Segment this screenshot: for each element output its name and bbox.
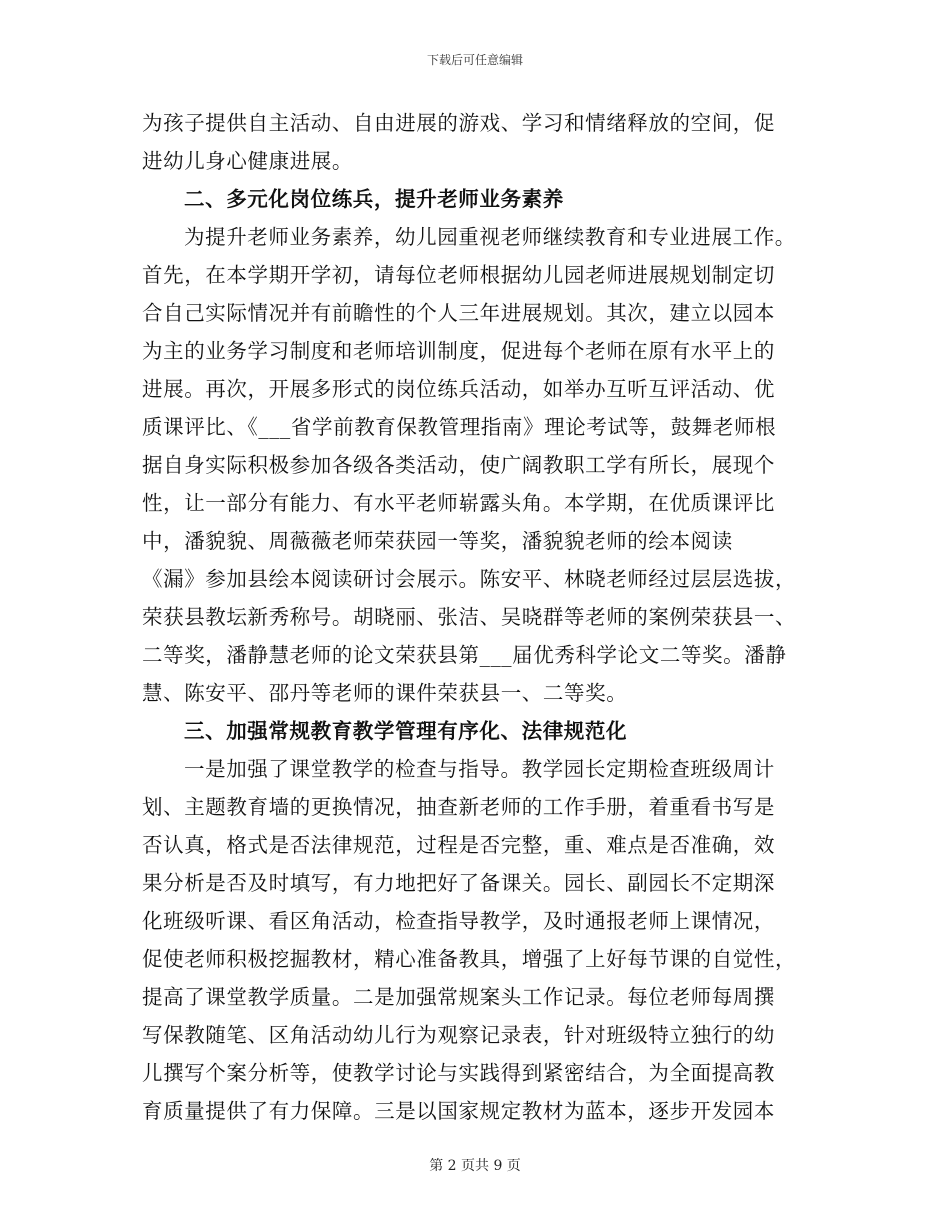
paragraph-line: 荣获县教坛新秀称号。胡晓丽、张洁、吴晓群等老师的案例荣获县一、	[142, 605, 797, 629]
section-heading-2: 二、多元化岗位练兵，提升老师业务素养	[184, 187, 564, 211]
paragraph-line: 促使老师积极挖掘教材，精心准备教具，增强了上好每节课的自觉性，	[142, 947, 797, 971]
section-heading-3: 三、加强常规教育教学管理有序化、法律规范化	[184, 719, 628, 743]
paragraph-line: 一是加强了课堂教学的检查与指导。教学园长定期检查班级周计	[184, 757, 775, 781]
paragraph-line: 果分析是否及时填写，有力地把好了备课关。园长、副园长不定期深	[142, 871, 775, 895]
paragraph-line: 否认真，格式是否法律规范，过程是否完整，重、难点是否准确，效	[142, 833, 775, 857]
paragraph-line: 性，让一部分有能力、有水平老师崭露头角。本学期，在优质课评比	[142, 491, 775, 515]
paragraph-line: 合自己实际情况并有前瞻性的个人三年进展规划。其次，建立以园本	[142, 301, 775, 325]
paragraph-line: 儿撰写个案分析等，使教学讨论与实践得到紧密结合，为全面提高教	[142, 1061, 775, 1085]
paragraph-line: 提高了课堂教学质量。二是加强常规案头工作记录。每位老师每周撰	[142, 985, 775, 1009]
paragraph-line: 慧、陈安平、邵丹等老师的课件荣获县一、二等奖。	[142, 681, 628, 705]
paragraph-line: 化班级听课、看区角活动，检查指导教学，及时通报老师上课情况，	[142, 909, 775, 933]
paragraph-line: 为主的业务学习制度和老师培训制度，促进每个老师在原有水平上的	[142, 339, 775, 363]
paragraph-line: 为孩子提供自主活动、自由进展的游戏、学习和情绪释放的空间，促	[142, 111, 775, 135]
page-header: 下载后可任意编辑	[426, 53, 523, 67]
paragraph-line: 质课评比、《___省学前教育保教管理指南》理论考试等，鼓舞老师根	[142, 415, 777, 439]
paragraph-line: 进幼儿身心健康进展。	[142, 149, 353, 173]
paragraph-line: 进展。再次，开展多形式的岗位练兵活动，如举办互听互评活动、优	[142, 377, 775, 401]
paragraph-line: 写保教随笔、区角活动幼儿行为观察记录表，针对班级特立独行的幼	[142, 1023, 775, 1047]
document-body	[142, 104, 802, 1130]
paragraph-line: 为提升老师业务素养，幼儿园重视老师继续教育和专业进展工作。	[184, 225, 796, 249]
paragraph-line: 育质量提供了有力保障。三是以国家规定教材为蓝本，逐步开发园本	[142, 1099, 775, 1123]
paragraph-line: 二等奖，潘静慧老师的论文荣获县第___届优秀科学论文二等奖。潘静	[142, 643, 787, 667]
paragraph-line: 中，潘貌貌、周薇薇老师荣获园一等奖，潘貌貌老师的绘本阅读	[142, 529, 733, 553]
page-footer: 第 2 页共 9 页	[429, 1158, 521, 1174]
paragraph-line: 划、主题教育墙的更换情况，抽查新老师的工作手册，着重看书写是	[142, 795, 775, 819]
paragraph-line: 首先，在本学期开学初，请每位老师根据幼儿园老师进展规划制定切	[142, 263, 775, 287]
paragraph-line: 《漏》参加县绘本阅读研讨会展示。陈安平、林晓老师经过层层选拔，	[142, 567, 797, 591]
paragraph-line: 据自身实际积极参加各级各类活动，使广阔教职工学有所长，展现个	[142, 453, 775, 477]
